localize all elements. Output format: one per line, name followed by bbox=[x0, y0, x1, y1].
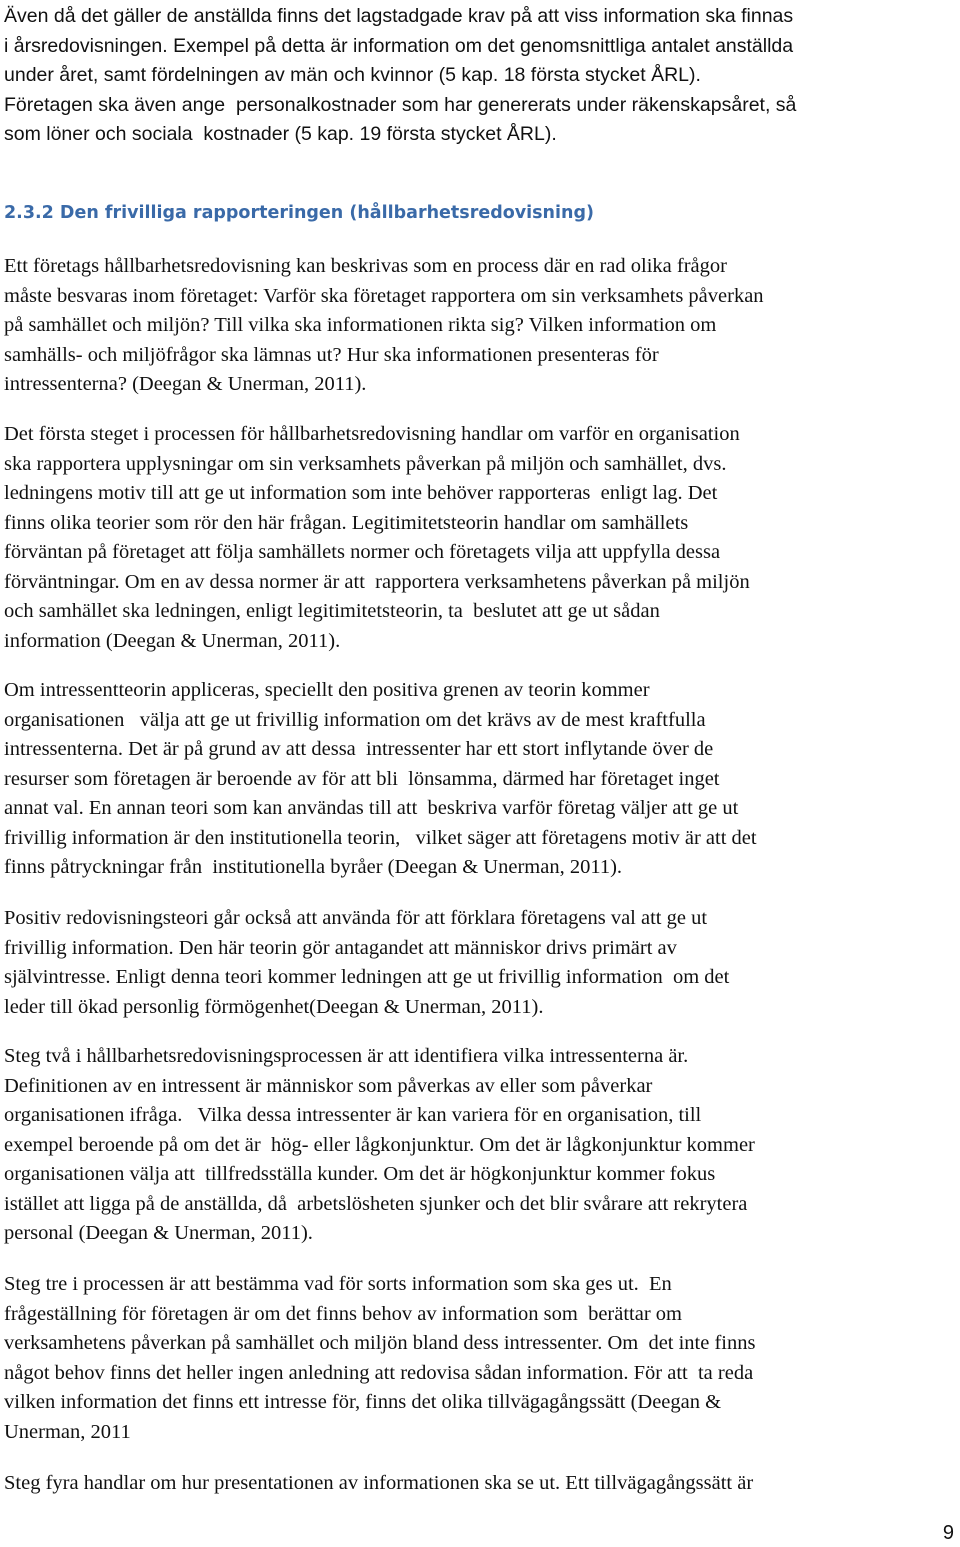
paragraph-positive-accounting-theory bbox=[4, 904, 729, 1022]
text-line: Steg två i hållbarhetsredovisningsprocessen är att identifiera vilka intressenterna är. bbox=[4, 1045, 689, 1067]
paragraph-step-two bbox=[4, 1042, 755, 1249]
text-line: leder till ökad personlig förmögenhet(Deegan & Unerman, 2011). bbox=[4, 995, 544, 1018]
text-line: intressenterna. Det är på grund av att dessa intressenter har ett stort inflytande över de bbox=[4, 738, 714, 760]
text-line: under året, samt fördelningen av män och kvinnor (5 kap. 18 första stycket ÅRL). bbox=[4, 64, 701, 86]
section-heading: 2.3.2 Den frivilliga rapporteringen (hållbarhetsredovisning) bbox=[4, 203, 595, 223]
text-line: organisationen ifråga. Vilka dessa intressenter är kan variera för en organisation, till bbox=[4, 1104, 702, 1126]
text-line: samhälls- och miljöfrågor ska lämnas ut? Hur ska informationen presenteras för bbox=[4, 343, 659, 366]
text-line: information (Deegan & Unerman, 2011). bbox=[4, 629, 341, 652]
text-line: finns olika teorier som rör den här frågan. Legitimitetsteorin handlar om samhällets bbox=[4, 511, 689, 534]
text-line: på samhället och miljön? Till vilka ska informationen rikta sig? Vilken information om bbox=[4, 314, 717, 336]
intro-paragraph bbox=[4, 2, 796, 150]
text-line: ska rapportera upplysningar om sin verksamhets påverkan på miljön och samhället, dvs. bbox=[4, 452, 727, 475]
text-line: finns påtryckningar från institutionella byråer (Deegan & Unerman, 2011). bbox=[4, 856, 623, 878]
paragraph-step-four bbox=[4, 1469, 753, 1499]
text-line: Steg fyra handlar om hur presentationen av informationen ska se ut. Ett tillvägagångssätt är bbox=[4, 1472, 754, 1494]
text-line: Företagen ska även ange personalkostnader som har genererats under räkenskapsåret, så bbox=[4, 93, 797, 116]
text-line: självintresse. Enligt denna teori kommer ledningen att ge ut frivillig information om det bbox=[4, 966, 730, 988]
text-line: Unerman, 2011 bbox=[4, 1420, 131, 1443]
text-line: Definitionen av en intressent är människor som påverkas av eller som påverkar bbox=[4, 1074, 653, 1097]
text-line: frågeställning för företagen är om det finns behov av information som berättar om bbox=[4, 1302, 682, 1325]
text-line: något behov finns det heller ingen anledning att redovisa sådan information. För att ta reda bbox=[4, 1361, 754, 1384]
text-line: Om intressentteorin appliceras, speciellt den positiva grenen av teorin kommer bbox=[4, 679, 650, 701]
text-line: vilken information det finns ett intresse för, finns det olika tillvägagångssätt (Deegan & bbox=[4, 1391, 722, 1413]
paragraph-legitimacy-theory bbox=[4, 420, 750, 656]
text-line: frivillig information är den institutionella teorin, vilket säger att företagens motiv är att det bbox=[4, 826, 757, 849]
page-number: 9 bbox=[942, 1522, 954, 1544]
text-line: och samhället ska ledningen, enligt legitimitetsteorin, ta beslutet att ge ut sådan bbox=[4, 600, 660, 622]
text-line: exempel beroende på om det är hög- eller lågkonjunktur. Om det är lågkonjunktur kommer bbox=[4, 1133, 755, 1156]
text-line: i årsredovisningen. Exempel på detta är information om det genomsnittliga antalet anställda bbox=[4, 34, 794, 57]
text-line: förväntningar. Om en av dessa normer är att rapportera verksamhetens påverkan på miljön bbox=[4, 570, 750, 593]
text-line: organisationen välja att tillfredsställa kunder. Om det är högkonjunktur kommer fokus bbox=[4, 1163, 716, 1185]
text-line: Det första steget i processen för hållbarhetsredovisning handlar om varför en organisation bbox=[4, 423, 740, 445]
text-line: verksamhetens påverkan på samhället och miljön bland dess intressenter. Om det inte finns bbox=[4, 1332, 756, 1354]
text-line: personal (Deegan & Unerman, 2011). bbox=[4, 1222, 313, 1244]
text-line: Positiv redovisningsteori går också att använda för att förklara företagens val att ge ut bbox=[4, 907, 708, 929]
paragraph-stakeholder-theory bbox=[4, 676, 757, 883]
paragraph-process-questions bbox=[4, 252, 764, 400]
text-line: organisationen välja att ge ut frivillig information om det krävs av de mest kraftfulla bbox=[4, 708, 706, 731]
text-line: Steg tre i processen är att bestämma vad för sorts information som ska ges ut. En bbox=[4, 1273, 672, 1295]
text-line: ledningens motiv till att ge ut information som inte behöver rapporteras enligt lag. Det bbox=[4, 482, 718, 504]
text-line: annat val. En annan teori som kan användas till att beskriva varför företag väljer att ge ut bbox=[4, 797, 739, 819]
text-line: måste besvaras inom företaget: Varför ska företaget rapportera om sin verksamhets påverkan bbox=[4, 284, 764, 307]
text-line: Ett företags hållbarhetsredovisning kan beskrivas som en process där en rad olika frågor bbox=[4, 255, 727, 277]
text-line: som löner och sociala kostnader (5 kap. 19 första stycket ÅRL). bbox=[4, 123, 557, 145]
text-line: intressenterna? (Deegan & Unerman, 2011). bbox=[4, 373, 367, 395]
text-line: Även då det gäller de anställda finns det lagstadgade krav på att viss information ska finnas bbox=[4, 5, 794, 27]
text-line: resurser som företagen är beroende av för att bli lönsamma, därmed har företaget inget bbox=[4, 767, 720, 790]
text-line: frivillig information. Den här teorin gör antagandet att människor drivs primärt av bbox=[4, 936, 677, 959]
paragraph-step-three bbox=[4, 1270, 755, 1447]
text-line: istället att ligga på de anställda, då arbetslösheten sjunker och det blir svårare att rekrytera bbox=[4, 1192, 748, 1215]
text-line: förväntan på företaget att följa samhällets normer och företagets vilja att uppfylla dessa bbox=[4, 541, 721, 563]
